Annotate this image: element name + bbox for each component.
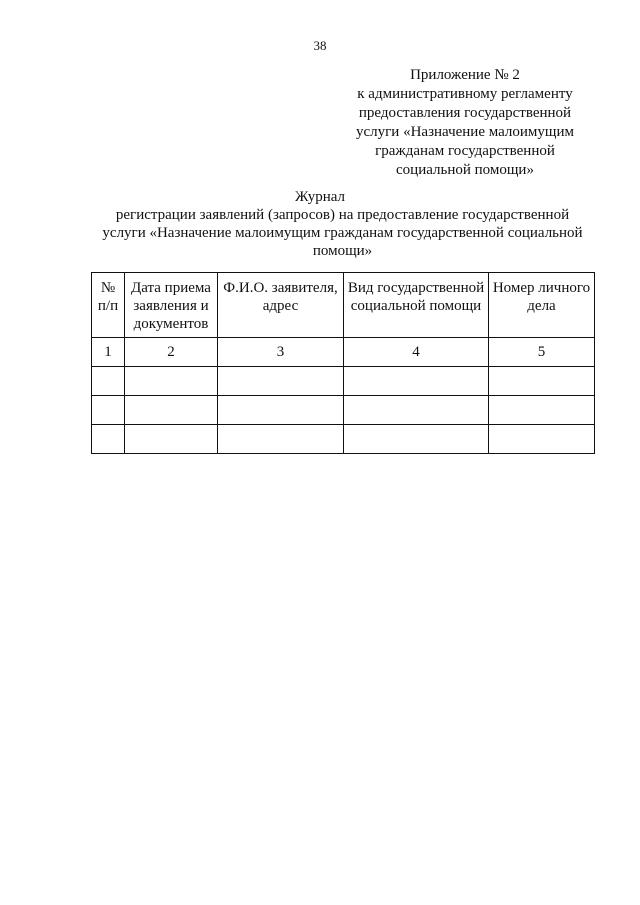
column-number-cell: 1 [92, 338, 125, 367]
table-cell [92, 425, 125, 454]
appendix-line: гражданам государственной [375, 143, 555, 159]
table-cell [92, 396, 125, 425]
table-cell [489, 396, 595, 425]
table-cell [92, 367, 125, 396]
header-cell-number [92, 273, 125, 338]
table-cell [125, 396, 218, 425]
header-text: социальной помощи [350, 298, 482, 314]
header-text: дела [527, 298, 556, 314]
page-number: 38 [313, 38, 327, 53]
table-cell [125, 367, 218, 396]
journal-subtitle-line: регистрации заявлений (запросов) на предоставление государственной [115, 207, 570, 223]
table-cell [218, 396, 344, 425]
registration-journal-table [91, 272, 595, 454]
column-number-cell: 3 [218, 338, 344, 367]
header-text: Номер личного [492, 280, 591, 296]
table-cell [344, 396, 489, 425]
column-number-cell: 2 [125, 338, 218, 367]
table-row [92, 367, 595, 396]
header-cell-date [125, 273, 218, 338]
journal-title: Журнал [294, 189, 345, 205]
header-text: документов [133, 316, 209, 332]
appendix-header [330, 66, 600, 180]
appendix-line: к административному регламенту [357, 86, 573, 102]
journal-subtitle [90, 206, 595, 260]
column-number-cell: 5 [489, 338, 595, 367]
header-cell-aid-type [344, 273, 489, 338]
appendix-line: социальной помощи» [396, 162, 534, 178]
table-row [92, 396, 595, 425]
table-header-row [92, 273, 595, 338]
header-text: п/п [97, 298, 119, 314]
header-cell-case-number [489, 273, 595, 338]
header-cell-applicant [218, 273, 344, 338]
table-cell [218, 367, 344, 396]
header-text: Ф.И.О. заявителя, [223, 280, 338, 296]
header-text: Вид государственной [347, 280, 485, 296]
header-text: Дата приема [131, 280, 211, 296]
header-text: заявления и [133, 298, 209, 314]
table-row [92, 425, 595, 454]
journal-subtitle-line: помощи» [312, 243, 373, 259]
column-number-cell: 4 [344, 338, 489, 367]
table-cell [344, 367, 489, 396]
table-cell [489, 367, 595, 396]
column-number-row [92, 338, 595, 367]
appendix-line: Приложение № 2 [410, 67, 520, 83]
journal-subtitle-line: услуги «Назначение малоимущим гражданам государственной социальной [102, 225, 583, 241]
header-text: № [100, 280, 116, 296]
table-cell [218, 425, 344, 454]
table-cell [125, 425, 218, 454]
appendix-line: предоставления государственной [358, 105, 572, 121]
appendix-line: услуги «Назначение малоимущим [356, 124, 574, 140]
table-cell [489, 425, 595, 454]
header-text: адрес [262, 298, 299, 314]
table-cell [344, 425, 489, 454]
